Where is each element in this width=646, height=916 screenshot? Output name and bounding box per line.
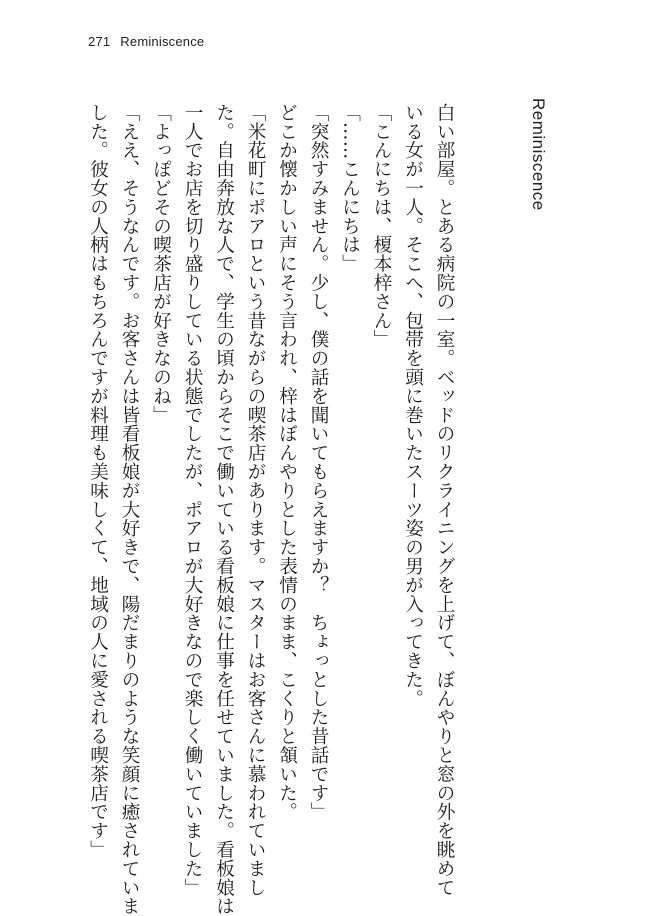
paragraph-dialogue-1: 「こんにちは、榎本梓さん」 (371, 103, 392, 349)
paragraph-narration-1: 白い部屋。とある病院の一室。ベッドのリクライニングを上げて、ぼんやりと窓の外を眺めて いる女が一人。そこへ、包帯を頭に巻いたスーツ姿の男が入ってきた。 (402, 103, 455, 897)
paragraph-dialogue-6: 「ええ、そうなんです。お客さんは皆看板娘が大好きで、陽だまりのような笑顔に癒されていま した。彼女の人柄はもちろんですが料理も美味しくて、地域の人に愛される喫茶店です」 (87, 103, 140, 916)
paragraph-dialogue-3: 「突然すみません。少し、僕の話を聞いてもらえますか？ ちょっとした昔話です」 (308, 103, 329, 822)
running-title: Reminiscence (120, 34, 205, 49)
body-text (82, 103, 460, 916)
page-number: 271 (88, 34, 111, 49)
page-header (88, 34, 204, 49)
chapter-title: Reminiscence (529, 98, 548, 211)
paragraph-dialogue-5: 「よっぽどその喫茶店が好きなのね」 (150, 103, 172, 425)
paragraph-dialogue-4: 「米花町にポアロという昔ながらの喫茶店があります。マスターはお客さんに慕われていまし た。自由奔放な人で、学生の頃からそこで働いている看板娘に仕事を任せていました。看板娘は 一人でお店を切り盛りしている状態でしたが、ポアロが大好きなので楽しく働いていました」 (182, 103, 266, 916)
paragraph-narration-2: どこか懐かしい声にそう言われ、梓はぼんやりとした表情のまま、こくりと頷いた。 (276, 103, 298, 822)
paragraph-dialogue-2: 「……こんにちは」 (339, 103, 361, 274)
